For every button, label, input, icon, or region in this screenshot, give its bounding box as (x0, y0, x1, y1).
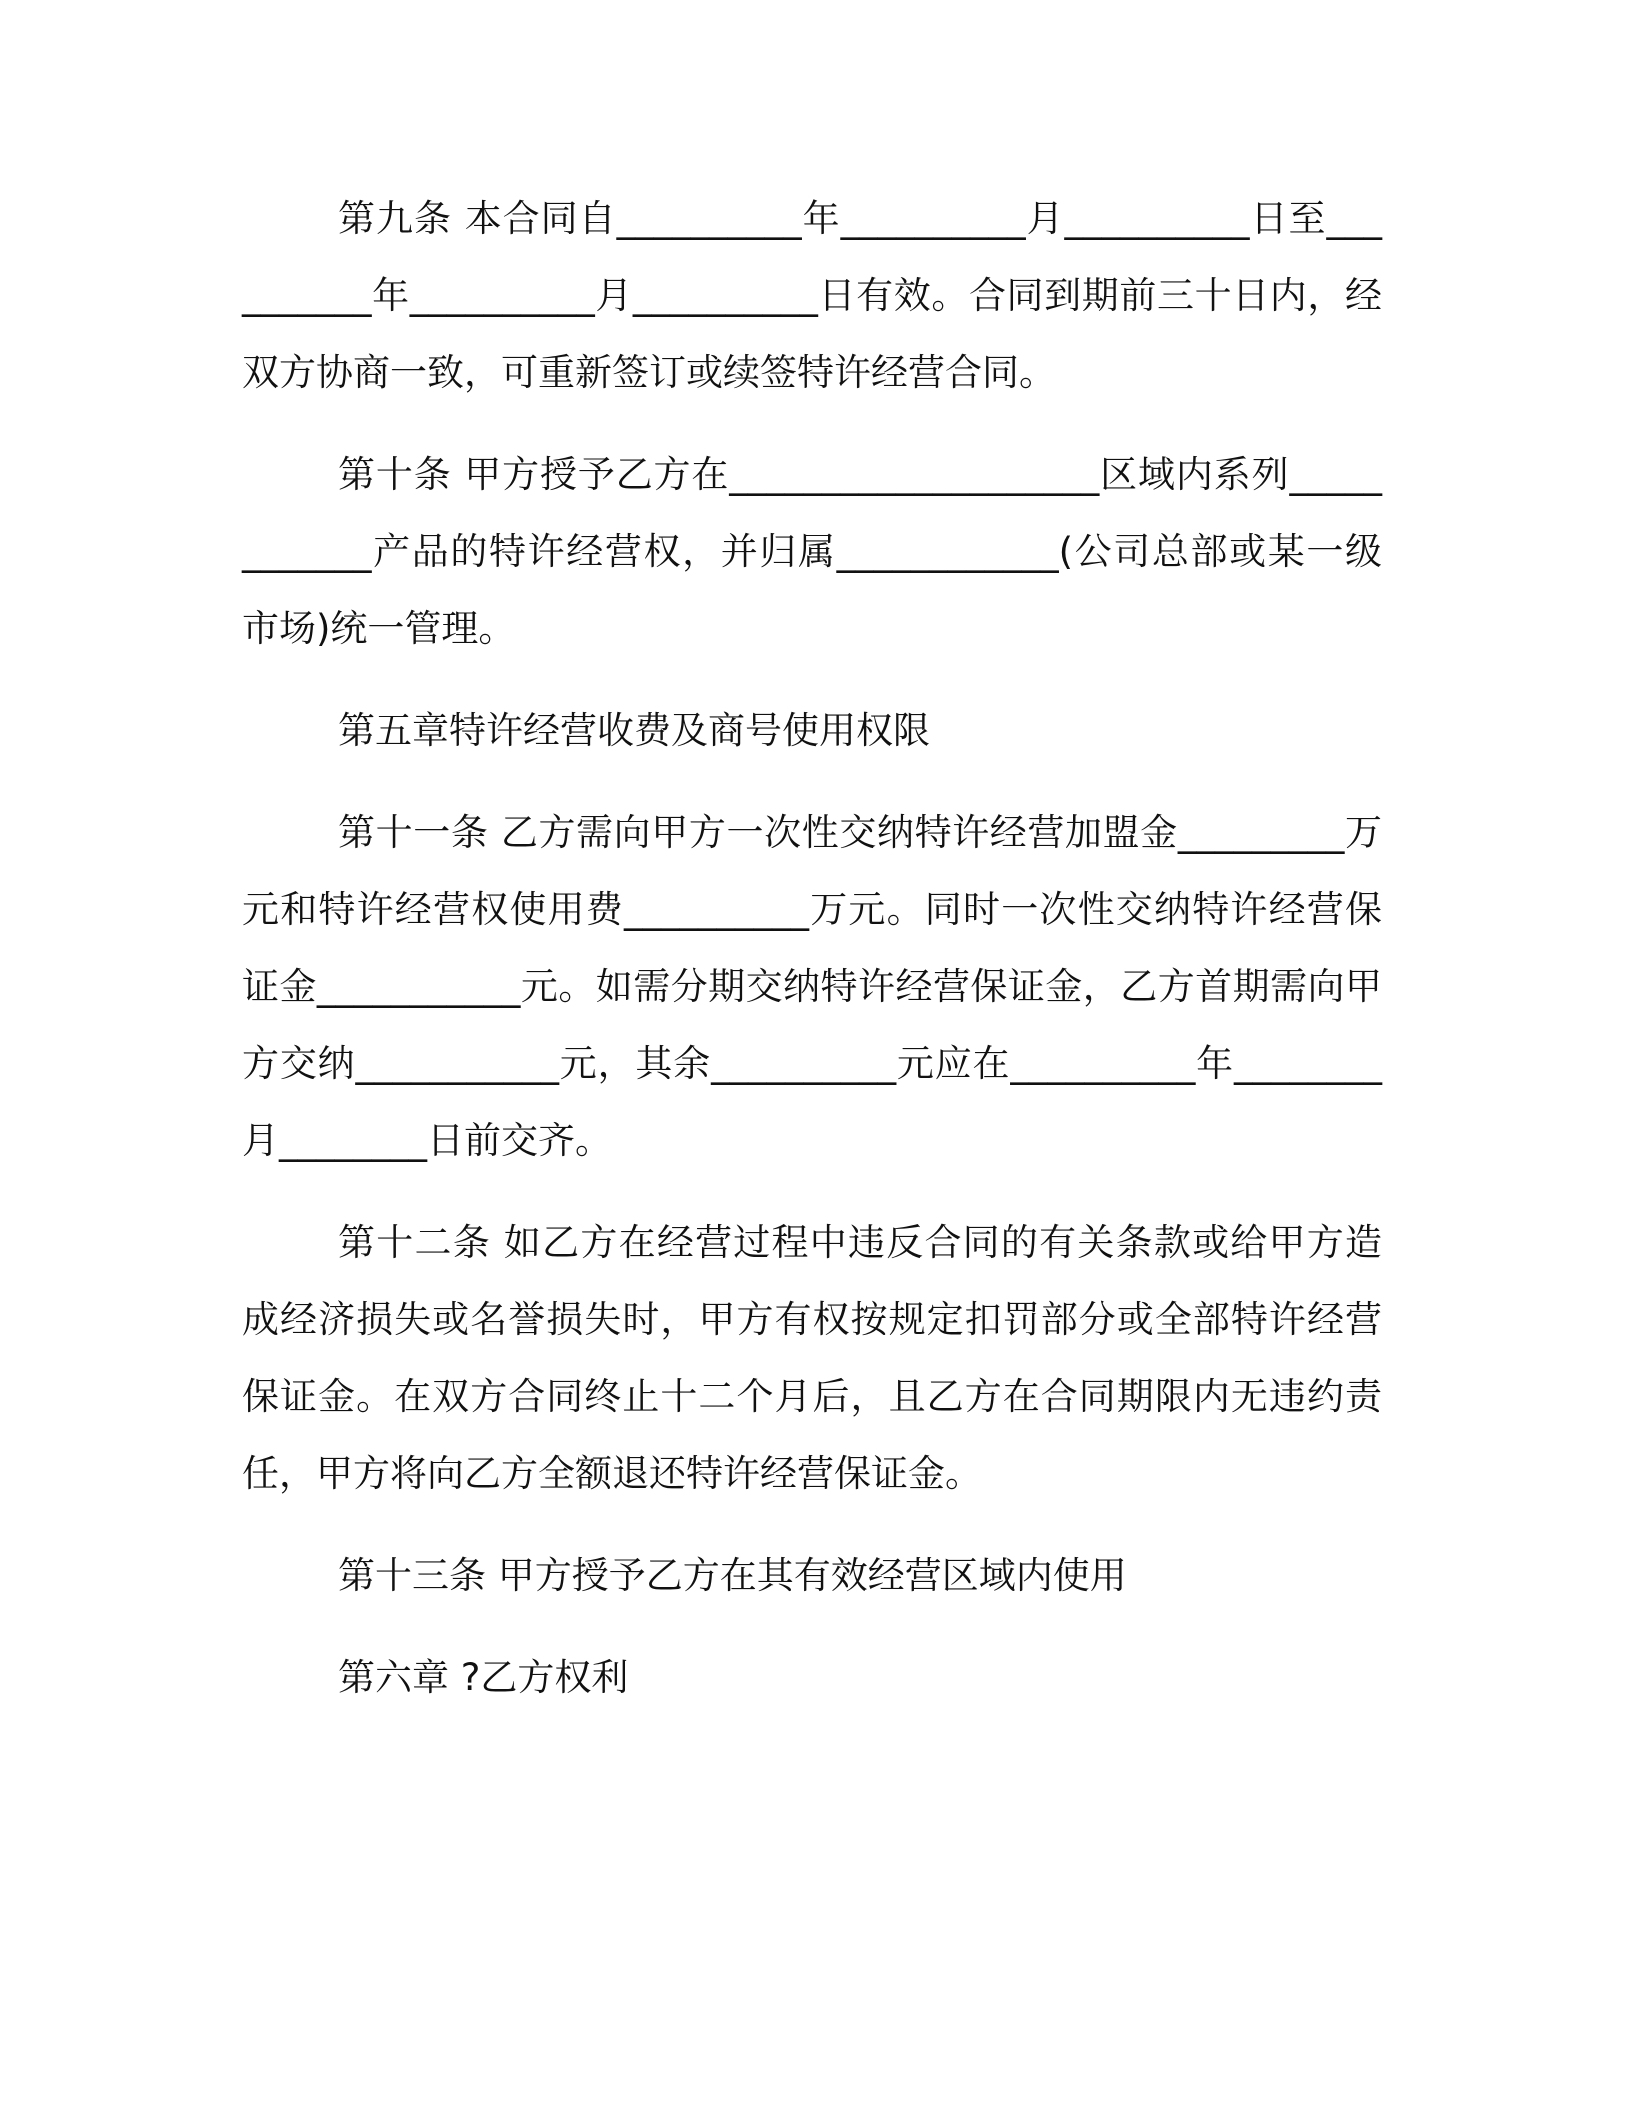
article-10-paragraph: 第十条 甲方授予乙方在____________________区域内系列____________产品的特许经营权，并归属____________(公司总部或某一级市场)统一管理。 (242, 453, 1382, 650)
article-11-paragraph: 第十一条 乙方需向甲方一次性交纳特许经营加盟金_________万元和特许经营权使用费__________万元。同时一次性交纳特许经营保证金___________元。如需分期交纳特许经营保证金，乙方首期需向甲方交纳___________元，其余__________元应在__________年________月________日前交齐。 (242, 811, 1382, 1162)
article-9-paragraph: 第九条 本合同自__________年__________月__________日至__________年__________月__________日有效。合同到期前三十日内，经双方协商一致，可重新签订或续签特许经营合同。 (242, 197, 1382, 394)
document-page (242, 180, 1382, 1741)
article-12-paragraph: 第十二条 如乙方在经营过程中违反合同的有关条款或给甲方造成经济损失或名誉损失时，甲方有权按规定扣罚部分或全部特许经营保证金。在双方合同终止十二个月后，且乙方在合同期限内无违约责任，甲方将向乙方全额退还特许经营保证金。 (242, 1221, 1382, 1495)
article-13-paragraph: 第十三条 甲方授予乙方在其有效经营区域内使用 (338, 1554, 1127, 1597)
chapter-6-heading: 第六章 ?乙方权利 (338, 1656, 629, 1699)
chapter-5-heading: 第五章特许经营收费及商号使用权限 (338, 709, 930, 752)
